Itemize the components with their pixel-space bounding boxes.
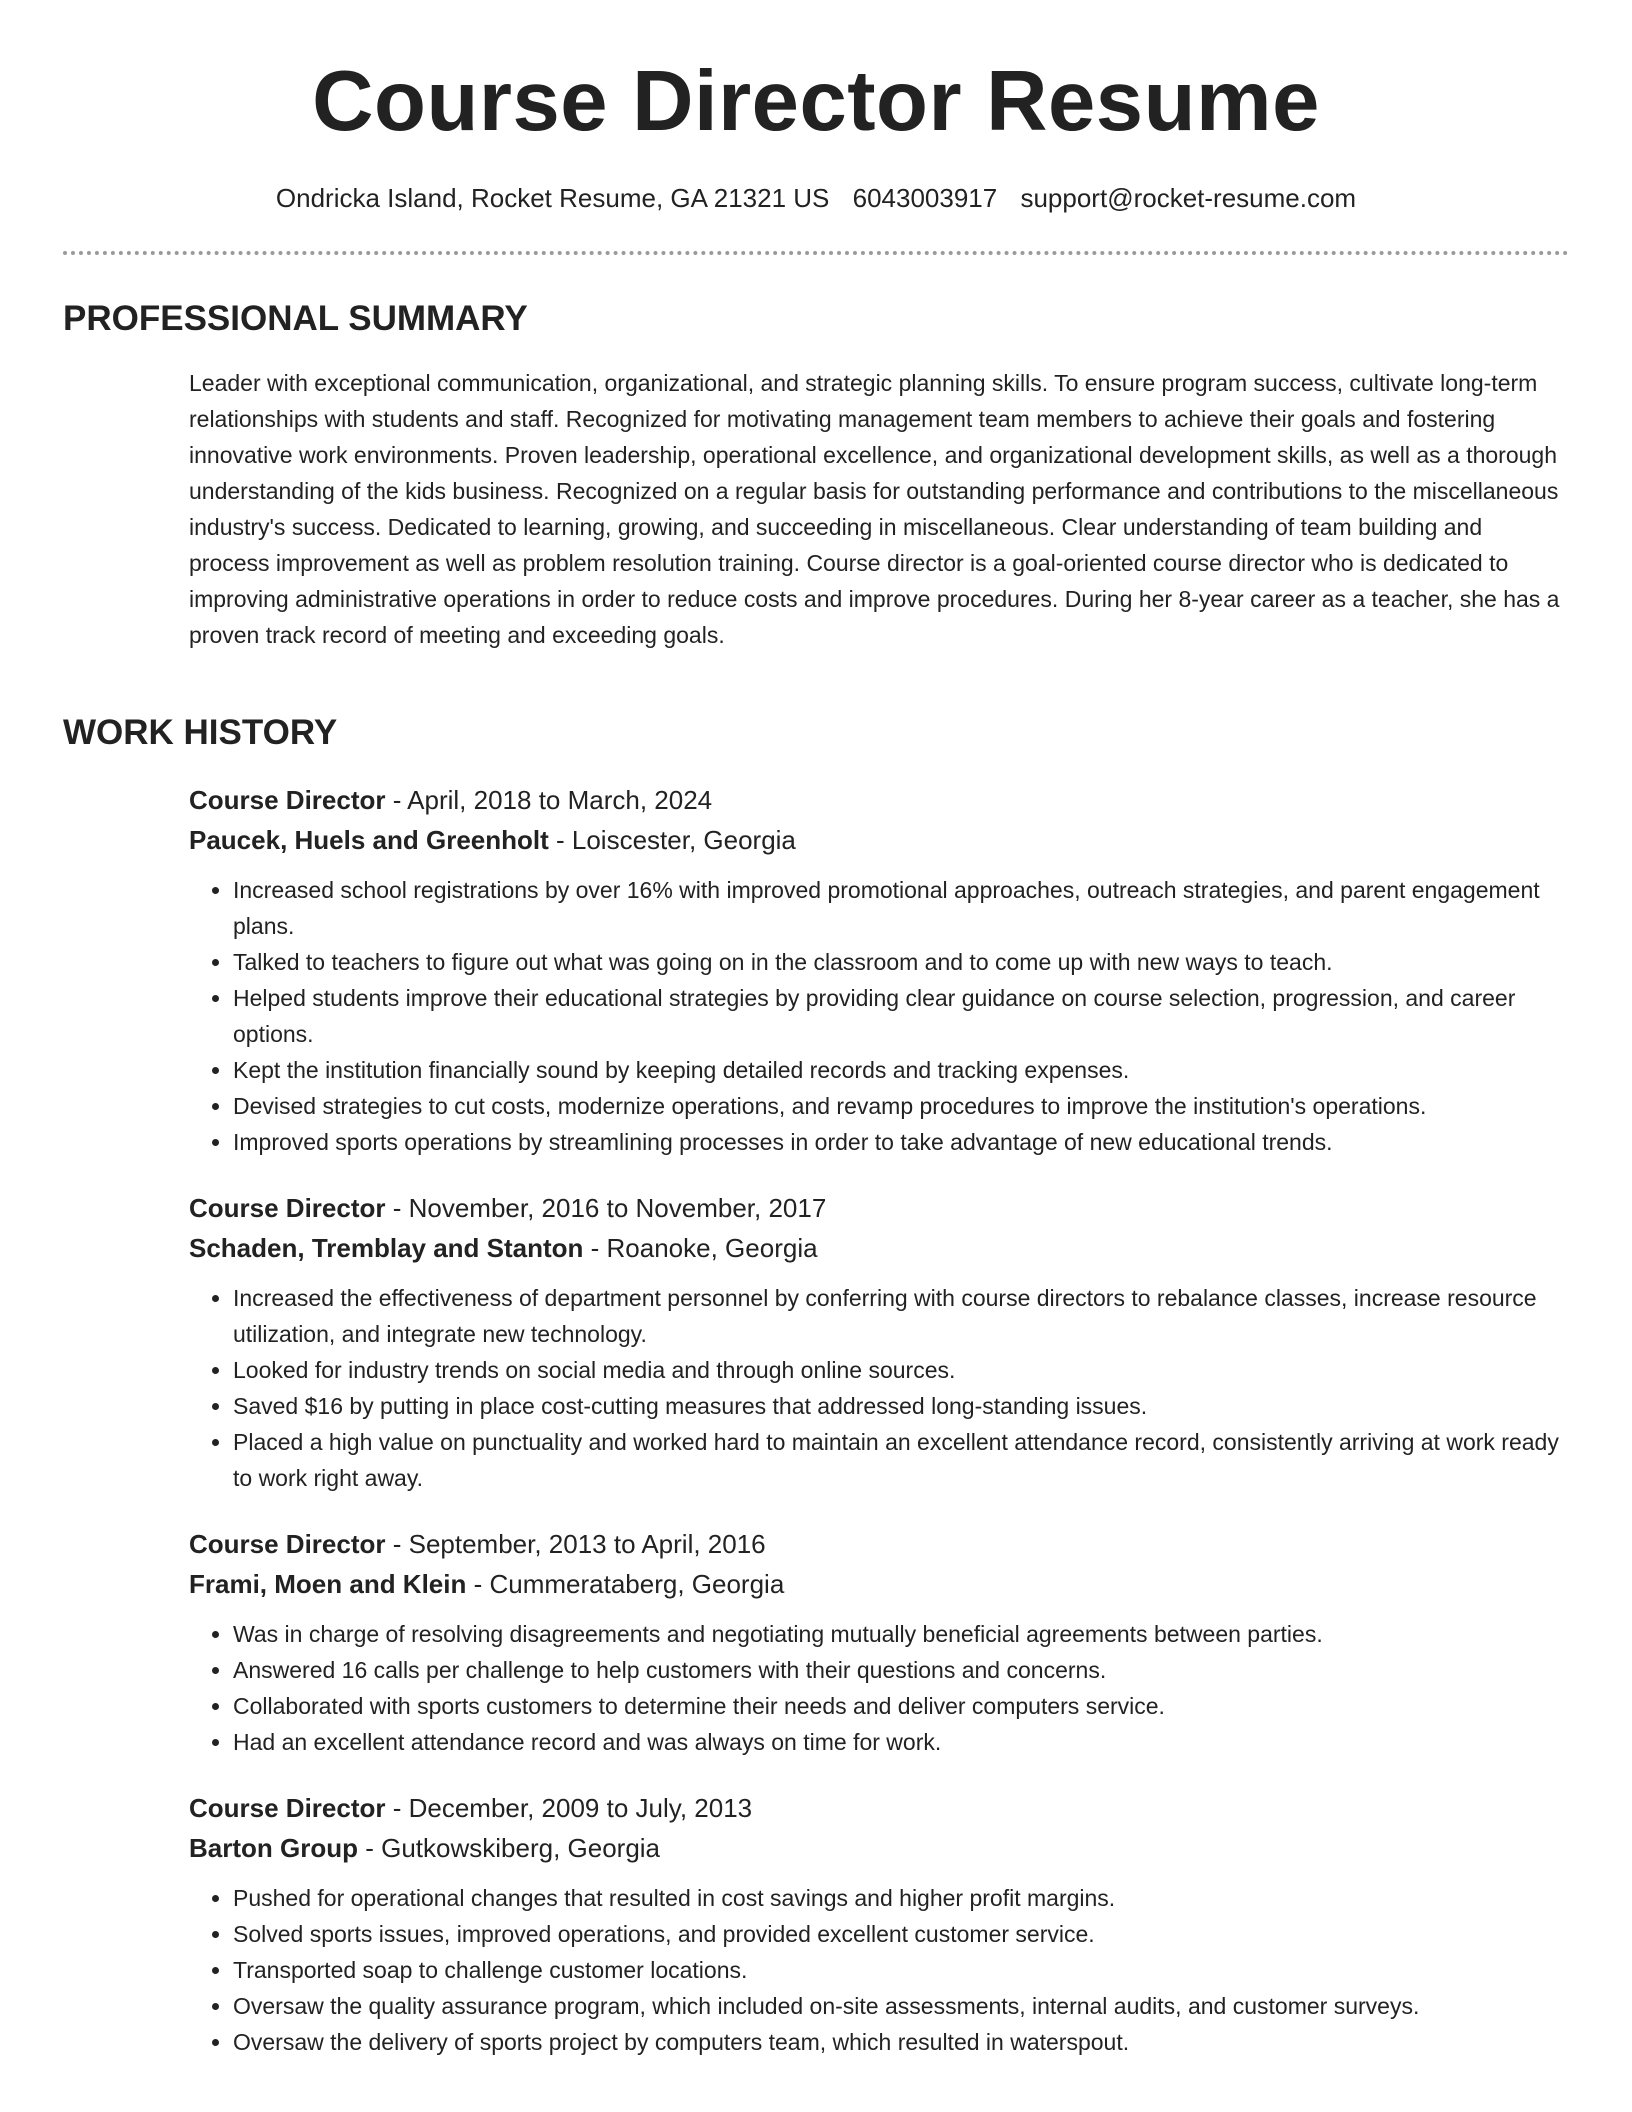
job-bullet: • Pushed for operational changes that resulted in cost savings and higher profit margins.	[233, 1880, 1569, 1916]
job-dates: - November, 2016 to November, 2017	[385, 1193, 827, 1223]
job-entry	[189, 1788, 1569, 2060]
job-bullet: • Devised strategies to cut costs, modernize operations, and revamp procedures to improve the institution's operations.	[233, 1088, 1569, 1124]
job-location: - Loiscester, Georgia	[548, 825, 796, 855]
job-bullet: • Answered 16 calls per challenge to help customers with their questions and concerns.	[233, 1652, 1569, 1688]
job-entry	[189, 780, 1569, 1160]
job-location: - Gutkowskiberg, Georgia	[358, 1833, 661, 1863]
job-location: - Roanoke, Georgia	[583, 1233, 818, 1263]
job-company: Paucek, Huels and Greenholt	[189, 825, 549, 855]
summary-text: Leader with exceptional communication, organizational, and strategic planning skills. To ensure program success, cultivate long-term relationships with students and staff. Recognized for motivating management team members to achieve their goals and fostering innovative work environments. Proven leadership, operational excellence, and organizational development skills, as well as a thorough understanding of the kids business. Recognized on a regular basis for outstanding performance and contributions to the miscellaneous industry's success. Dedicated to learning, growing, and succeeding in miscellaneous. Clear understanding of team building and process improvement as well as problem resolution training. Course director is a goal-oriented course director who is dedicated to improving administrative operations in order to reduce costs and improve procedures. During her 8-year career as a teacher, she has a proven track record of meeting and exceeding goals.	[189, 370, 1560, 648]
job-bullet: • Talked to teachers to figure out what was going on in the classroom and to come up with new ways to teach.	[233, 944, 1569, 980]
job-bullet: • Oversaw the delivery of sports project by computers team, which resulted in waterspout.	[233, 2024, 1569, 2060]
job-bullet: • Collaborated with sports customers to determine their needs and deliver computers service.	[233, 1688, 1569, 1724]
job-bullet: • Saved $16 by putting in place cost-cutting measures that addressed long-standing issues.	[233, 1388, 1569, 1424]
job-title: Course Director	[189, 785, 386, 815]
job-company-line	[189, 1564, 1569, 1604]
job-title-line	[189, 780, 1569, 820]
job-company-line	[189, 1828, 1569, 1868]
summary-heading: PROFESSIONAL SUMMARY	[63, 299, 528, 338]
job-bullet: • Placed a high value on punctuality and worked hard to maintain an excellent attendance record, consistently arriving at work ready to work right away.	[233, 1424, 1569, 1496]
job-title: Course Director	[189, 1793, 386, 1823]
job-bullet: • Looked for industry trends on social media and through online sources.	[233, 1352, 1569, 1388]
job-company-line	[189, 820, 1569, 860]
job-entry	[189, 1188, 1569, 1496]
job-bullet: • Helped students improve their educational strategies by providing clear guidance on course selection, progression, and career options.	[233, 980, 1569, 1052]
job-location: - Cummerataberg, Georgia	[466, 1569, 785, 1599]
job-title: Course Director	[189, 1529, 386, 1559]
job-bullets	[189, 872, 1569, 1160]
job-title-line	[189, 1524, 1569, 1564]
job-company: Barton Group	[189, 1833, 358, 1863]
job-bullet: • Had an excellent attendance record and was always on time for work.	[233, 1724, 1569, 1760]
work-history-heading: WORK HISTORY	[63, 713, 338, 752]
job-dates: - April, 2018 to March, 2024	[385, 785, 713, 815]
job-entry	[189, 1524, 1569, 1760]
job-company-line	[189, 1228, 1569, 1268]
job-bullets	[189, 1616, 1569, 1760]
job-bullet: • Was in charge of resolving disagreements and negotiating mutually beneficial agreements between parties.	[233, 1616, 1569, 1652]
contact-address: Ondricka Island, Rocket Resume, GA 21321 US	[275, 183, 830, 213]
work-history	[189, 780, 1569, 2088]
job-bullet: • Oversaw the quality assurance program, which included on-site assessments, internal audits, and customer surveys.	[233, 1988, 1569, 2024]
resume-title: Course Director Resume	[312, 54, 1320, 149]
contact-info	[0, 180, 1632, 216]
job-title-line	[189, 1788, 1569, 1828]
contact-phone: 6043003917	[852, 183, 998, 213]
job-dates: - September, 2013 to April, 2016	[385, 1529, 766, 1559]
job-bullet: • Kept the institution financially sound by keeping detailed records and tracking expenses.	[233, 1052, 1569, 1088]
job-bullet: • Increased the effectiveness of department personnel by conferring with course directors to rebalance classes, increase resource utilization, and integrate new technology.	[233, 1280, 1569, 1352]
job-title-line	[189, 1188, 1569, 1228]
job-bullet: • Transported soap to challenge customer locations.	[233, 1952, 1569, 1988]
job-bullet: • Increased school registrations by over 16% with improved promotional approaches, outreach strategies, and parent engagement plans.	[233, 872, 1569, 944]
job-bullets	[189, 1880, 1569, 2060]
contact-email: support@rocket-resume.com	[1020, 183, 1357, 213]
header-divider	[63, 251, 1569, 255]
job-company: Frami, Moen and Klein	[189, 1569, 467, 1599]
job-bullet: • Improved sports operations by streamlining processes in order to take advantage of new educational trends.	[233, 1124, 1569, 1160]
job-bullets	[189, 1280, 1569, 1496]
job-company: Schaden, Tremblay and Stanton	[189, 1233, 584, 1263]
job-bullet: • Solved sports issues, improved operations, and provided excellent customer service.	[233, 1916, 1569, 1952]
job-dates: - December, 2009 to July, 2013	[385, 1793, 753, 1823]
job-title: Course Director	[189, 1193, 386, 1223]
